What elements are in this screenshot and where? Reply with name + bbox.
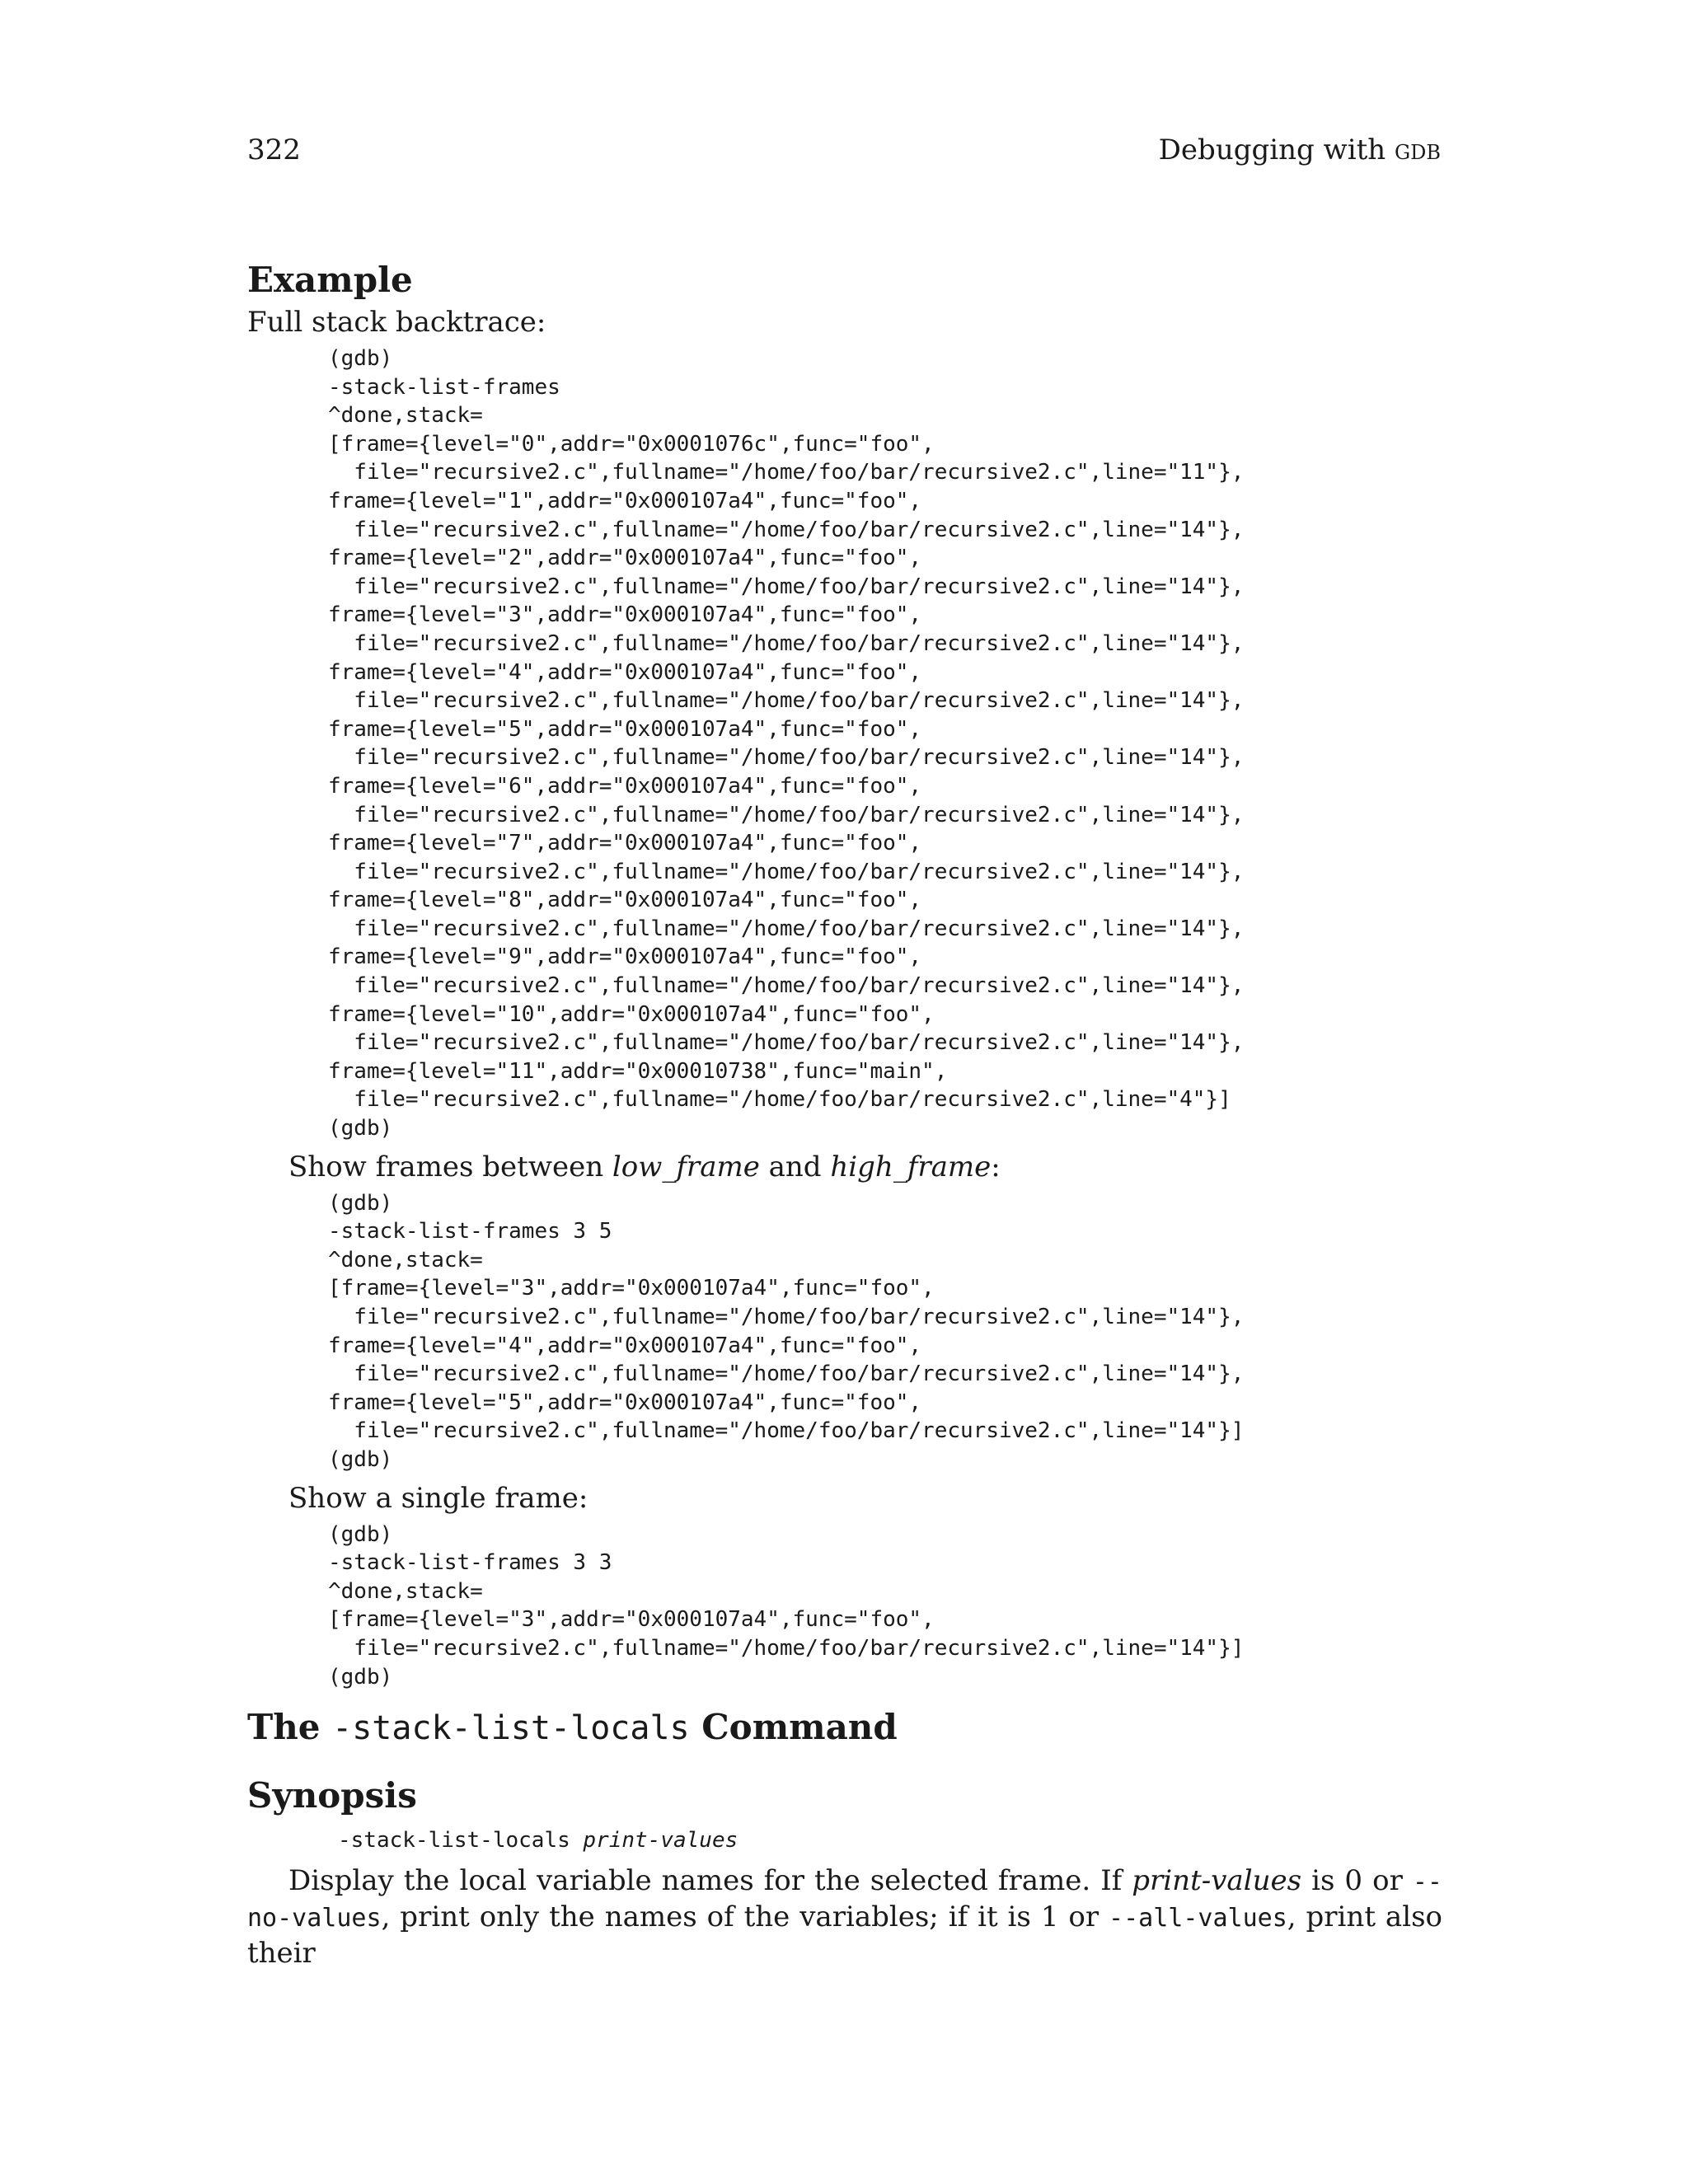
desc-part-4: , print also their xyxy=(247,1900,1442,1971)
desc-part-3: , print only the names of the variables; if it is 1 or xyxy=(381,1900,1109,1934)
single-frame-text: Show a single frame: xyxy=(288,1481,588,1515)
page-header xyxy=(247,132,1441,168)
example-intro: Full stack backtrace: xyxy=(247,306,546,339)
command-heading-prefix: The xyxy=(247,1707,333,1748)
example-heading: Example xyxy=(247,260,413,300)
code-block-single-frame: (gdb) -stack-list-frames 3 3 ^done,stack= [frame={level="3",addr="0x000107a4",func="foo", file="recursive2.c",fullname="/home/foo/bar/recursive2.c",line="14"}] (gdb) xyxy=(328,1521,1245,1690)
between-frames-text xyxy=(247,1150,1442,1184)
command-heading-suffix: Command xyxy=(689,1707,898,1748)
between-and: and xyxy=(759,1150,831,1183)
running-title xyxy=(1159,132,1441,168)
desc-part-2: is 0 or xyxy=(1301,1864,1413,1898)
command-heading xyxy=(247,1703,1442,1753)
between-prefix: Show frames between xyxy=(288,1150,612,1183)
between-suffix: : xyxy=(991,1150,1001,1183)
synopsis-command-line xyxy=(247,1824,1442,1857)
synopsis-command: -stack-list-locals xyxy=(338,1828,570,1854)
synopsis-heading: Synopsis xyxy=(247,1775,417,1816)
running-title-text: Debugging with xyxy=(1158,134,1395,166)
high-frame-arg: high_frame xyxy=(830,1150,992,1183)
synopsis-description xyxy=(247,1863,1442,1971)
desc-part-1: Display the local variable names for the selected frame. If xyxy=(288,1864,1132,1898)
code-block-full-backtrace: (gdb) -stack-list-frames ^done,stack= [frame={level="0",addr="0x0001076c",func="foo", file="recursive2.c",fullname="/home/foo/bar/recursive2.c",line="11"}, frame={level="1",addr="0x000107a4",func="foo", file="recursive2.c",fullname="/home/foo/bar/recursive2.c",line="14"}, frame={level="2",addr="0x000107a4",func="foo", file="recursive2.c",fullname="/home/foo/bar/recursive2.c",line="14"}, frame={level="3",addr="0x000107a4",func="foo", file="recursive2.c",fullname="/home/foo/bar/recursive2.c",line="14"}, frame={level="4",addr="0x000107a4",func="foo", file="recursive2.c",fullname="/home/foo/bar/recursive2.c",line="14"}, frame={level="5",addr="0x000107a4",func="foo", file="recursive2.c",fullname="/home/foo/bar/recursive2.c",line="14"}, frame={level="6",addr="0x000107a4",func="foo", file="recursive2.c",fullname="/home/foo/bar/recursive2.c",line="14"}, frame={level="7",addr="0x000107a4",func="foo", file="recursive2.c",fullname="/home/foo/bar/recursive2.c",line="14"}, frame={level="8",addr="0x000107a4",func="foo", file="recursive2.c",fullname="/home/foo/bar/recursive2.c",line="14"}, frame={level="9",addr="0x000107a4",func="foo", file="recursive2.c",fullname="/home/foo/bar/recursive2.c",line="14"}, frame={level="10",addr="0x000107a4",func="foo", file="recursive2.c",fullname="/home/foo/bar/recursive2.c",line="14"}, frame={level="11",addr="0x00010738",func="main", file="recursive2.c",fullname="/home/foo/bar/recursive2.c",line="4"}] (gdb) xyxy=(328,346,1245,1141)
page-content xyxy=(247,255,1442,1971)
page-number: 322 xyxy=(247,134,301,166)
synopsis-argument: print-values xyxy=(583,1828,738,1854)
running-title-smallcaps: gdb xyxy=(1394,134,1441,166)
desc-no-values-option: --no-values xyxy=(247,1868,1442,1933)
command-heading-command: -stack-list-locals xyxy=(332,1709,690,1748)
desc-all-values-option: --all-values xyxy=(1109,1904,1287,1933)
low-frame-arg: low_frame xyxy=(612,1150,760,1183)
desc-print-values: print-values xyxy=(1132,1864,1302,1898)
code-block-frame-range: (gdb) -stack-list-frames 3 5 ^done,stack= [frame={level="3",addr="0x000107a4",func="foo", file="recursive2.c",fullname="/home/foo/bar/recursive2.c",line="14"}, frame={level="4",addr="0x000107a4",func="foo", file="recursive2.c",fullname="/home/foo/bar/recursive2.c",line="14"}, frame={level="5",addr="0x000107a4",func="foo", file="recursive2.c",fullname="/home/foo/bar/recursive2.c",line="14"}] (gdb) xyxy=(328,1190,1245,1472)
